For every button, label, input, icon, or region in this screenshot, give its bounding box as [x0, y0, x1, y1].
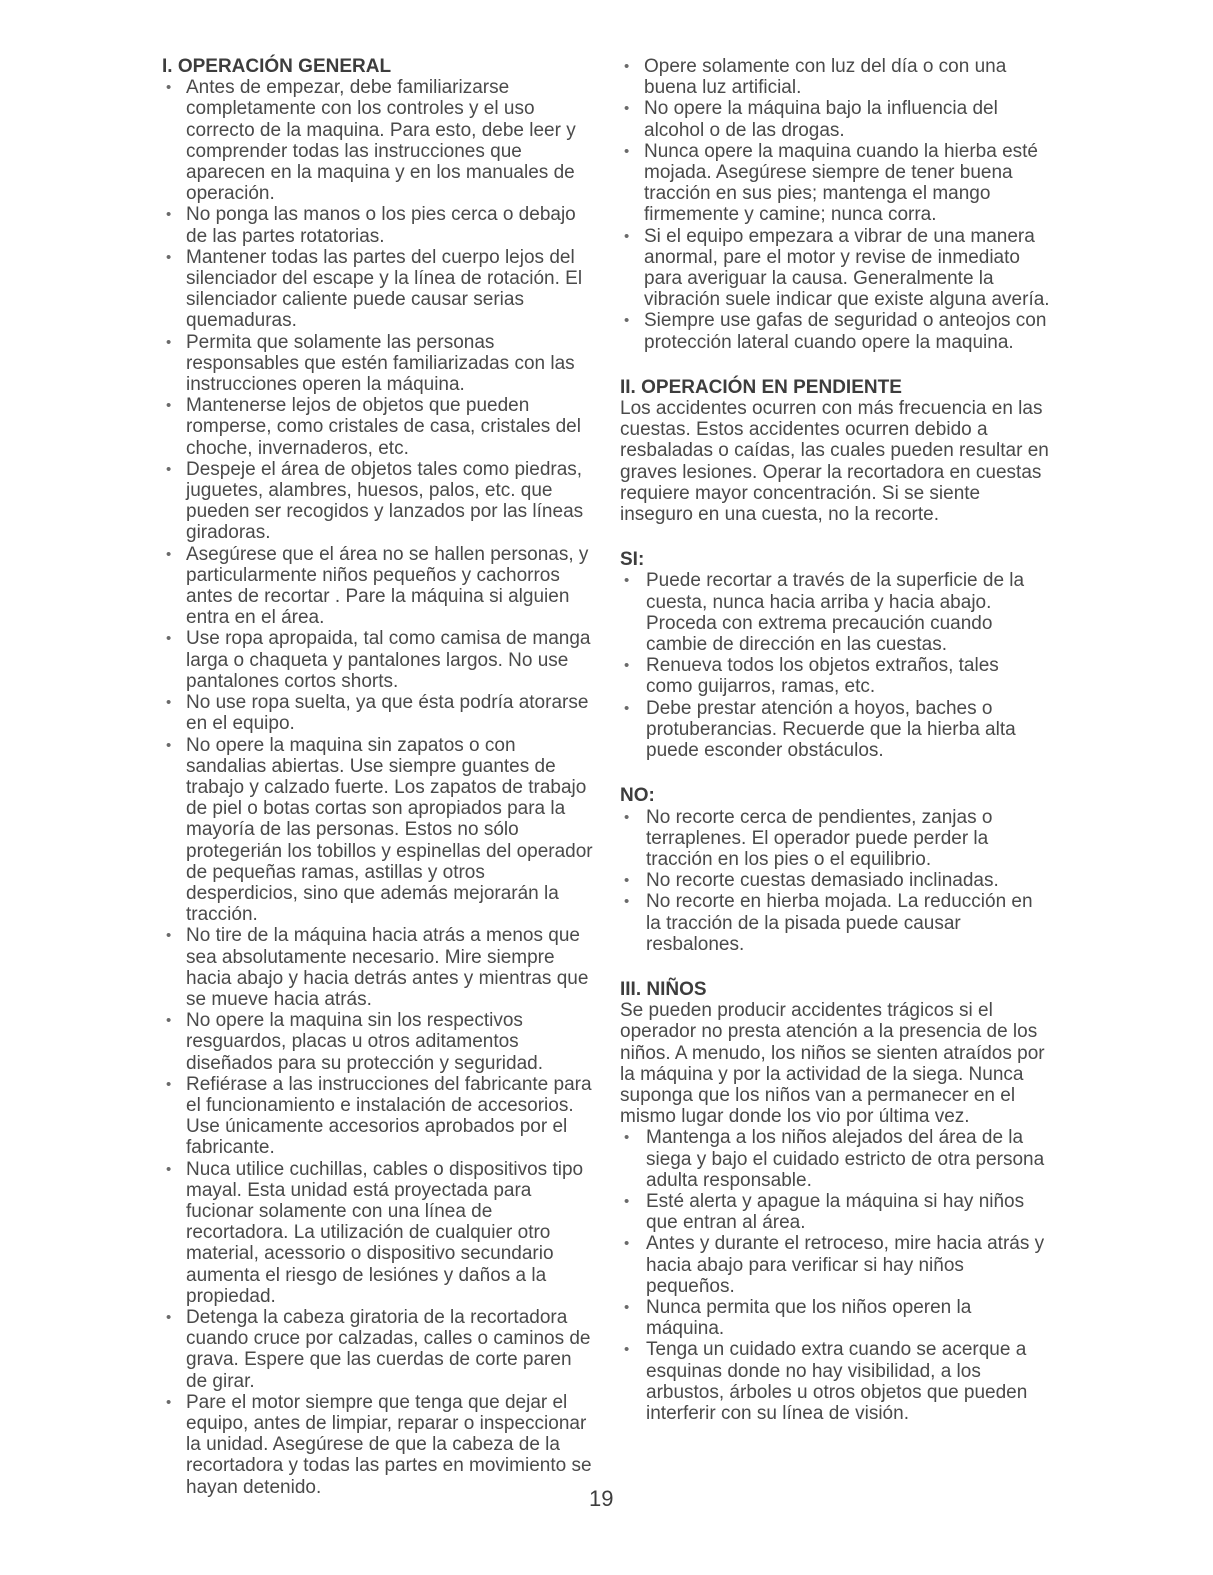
section-2-intro: Los accidentes ocurren con más frecuencia en las cuestas. Estos accidentes ocurren debido a resbaladas o caídas, las cuales pueden resultar en graves lesiones. Operar la recortadora en cuestas requiere mayor concentración. Si se siente inseguro en una cuesta, no la recorte.: [620, 398, 1049, 526]
list-item: • No recorte en hierba mojada. La reducción en la tracción de la pisada puede causar resbalones.: [620, 891, 1050, 955]
list-item: • No recorte cerca de pendientes, zanjas o terraplenes. El operador puede perder la tracción en los pies o el equilibrio.: [620, 807, 1050, 871]
list-item: • Debe prestar atención a hoyos, baches o protuberancias. Recuerde que la hierba alta puede esconder obstáculos.: [620, 698, 1050, 762]
list-item: • Detenga la cabeza giratoria de la recortadora cuando cruce por calzadas, calles o caminos de grava. Espere que las cuerdas de corte paren de girar.: [162, 1307, 594, 1392]
list-item: • Siempre use gafas de seguridad o anteojos con protección lateral cuando opere la maquina.: [620, 310, 1050, 352]
section-2-title: II. OPERACIÓN EN PENDIENTE: [620, 376, 902, 398]
list-item: • Antes y durante el retroceso, mire hacia atrás y hacia abajo para verificar si hay niños pequeños.: [620, 1233, 1050, 1297]
list-item: • Despeje el área de objetos tales como piedras, juguetes, alambres, huesos, palos, etc. que pueden ser recogidos y lanzados por las líneas giradoras.: [162, 459, 594, 544]
list-item: • Renueva todos los objetos extraños, tales como guijarros, ramas, etc.: [620, 655, 1050, 697]
left-column: [162, 56, 594, 1498]
section-3-list: [620, 1127, 1050, 1424]
list-item: • No use ropa suelta, ya que ésta podría atorarse en el equipo.: [162, 692, 594, 734]
list-item: • Nuca utilice cuchillas, cables o dispositivos tipo mayal. Esta unidad está proyectada para fucionar solamente con una línea de recortadora. La utilización de cualquier otro material, acessorio o dispositivo secundario aumenta el riesgo de lesiónes y daños a la propiedad.: [162, 1159, 594, 1307]
section-1-continued-list: [620, 56, 1050, 353]
list-item: • Antes de empezar, debe familiarizarse completamente con los controles y el uso correcto de la maquina. Para esto, debe leer y comprender todas las instrucciones que aparecen en la maquina y en los manuales de operación.: [162, 77, 594, 204]
list-item: • Mantenerse lejos de objetos que pueden romperse, como cristales de casa, cristales del choche, invernaderos, etc.: [162, 395, 594, 459]
section-3-title: III. NIÑOS: [620, 978, 707, 1000]
list-item: • Tenga un cuidado extra cuando se acerque a esquinas donde no hay visibilidad, a los arbustos, árboles u otros objetos que pueden interferir con su línea de visión.: [620, 1339, 1050, 1424]
no-heading: NO:: [620, 785, 655, 807]
list-item: • No ponga las manos o los pies cerca o debajo de las partes rotatorias.: [162, 204, 594, 246]
list-item: • Permita que solamente las personas responsables que estén familiarizadas con las instrucciones operen la máquina.: [162, 332, 594, 396]
section-3-intro: Se pueden producir accidentes trágicos si el operador no presta atención a la presencia de los niños. A menudo, los niños se sienten atraídos por la máquina y por la actividad de la siega. Nunca suponga que los niños van a permanecer en el mismo lugar donde los vio por última vez.: [620, 1000, 1045, 1128]
list-item: • Nunca opere la maquina cuando la hierba esté mojada. Asegúrese siempre de tener buena tracción en sus pies; mantenga el mango firmemente y camine; nunca corra.: [620, 141, 1050, 226]
no-list: [620, 807, 1050, 955]
list-item: • No opere la máquina bajo la influencia del alcohol o de las drogas.: [620, 98, 1050, 140]
page-number: 19: [589, 1486, 614, 1511]
list-item: • No recorte cuestas demasiado inclinadas.: [620, 870, 1050, 891]
list-item: • Mantener todas las partes del cuerpo lejos del silenciador del escape y la línea de rotación. El silenciador caliente puede causar serias quemaduras.: [162, 247, 594, 332]
right-column: [620, 56, 1050, 1424]
section-1-title: I. OPERACIÓN GENERAL: [162, 56, 392, 77]
list-item: • Use ropa apropaida, tal como camisa de manga larga o chaqueta y pantalones largos. No use pantalones cortos shorts.: [162, 628, 594, 692]
yes-list: [620, 570, 1050, 761]
list-item: • Puede recortar a través de la superficie de la cuesta, nunca hacia arriba y hacia abajo. Proceda con extrema precaución cuando cambie de dirección en las cuestas.: [620, 570, 1050, 655]
section-1-list: [162, 77, 594, 1498]
list-item: • Nunca permita que los niños operen la máquina.: [620, 1297, 1050, 1339]
list-item: • Esté alerta y apague la máquina si hay niños que entran al área.: [620, 1191, 1050, 1233]
spacer: [620, 761, 1050, 785]
yes-heading: SI:: [620, 549, 645, 571]
list-item: • No opere la maquina sin zapatos o con sandalias abiertas. Use siempre guantes de trabajo y calzado fuerte. Los zapatos de trabajo de piel o botas cortas son apropiados para la mayoría de las personas. Estos no sólo protegerián los tobillos y espinellas del operador de pequeñas ramas, astillas y otros desperdicios, sino que además mejorarán la tracción.: [162, 735, 594, 926]
spacer: [620, 353, 1050, 377]
list-item: • No tire de la máquina hacia atrás a menos que sea absolutamente necesario. Mire siempre hacia abajo y hacia detrás antes y mientras que se mueve hacia atrás.: [162, 925, 594, 1010]
list-item: • Asegúrese que el área no se hallen personas, y particularmente niños pequeños y cachorros antes de recortar . Pare la máquina si alguien entra en el área.: [162, 544, 594, 629]
spacer: [620, 955, 1050, 979]
list-item: • Si el equipo empezara a vibrar de una manera anormal, pare el motor y revise de inmediato para averiguar la causa. Generalmente la vibración suele indicar que existe alguna avería.: [620, 226, 1050, 311]
list-item: • Refiérase a las instrucciones del fabricante para el funcionamiento e instalación de accesorios. Use únicamente accesorios aprobados por el fabricante.: [162, 1074, 594, 1159]
list-item: • No opere la maquina sin los respectivos resguardos, placas u otros aditamentos diseñados para su protección y seguridad.: [162, 1010, 594, 1074]
list-item: • Pare el motor siempre que tenga que dejar el equipo, antes de limpiar, reparar o inspeccionar la unidad. Asegúrese de que la cabeza de la recortadora y todas las partes en movimiento se hayan detenido.: [162, 1392, 594, 1498]
spacer: [620, 525, 1050, 549]
list-item: • Opere solamente con luz del día o con una buena luz artificial.: [620, 56, 1050, 98]
list-item: • Mantenga a los niños alejados del área de la siega y bajo el cuidado estricto de otra persona adulta responsable.: [620, 1127, 1050, 1191]
